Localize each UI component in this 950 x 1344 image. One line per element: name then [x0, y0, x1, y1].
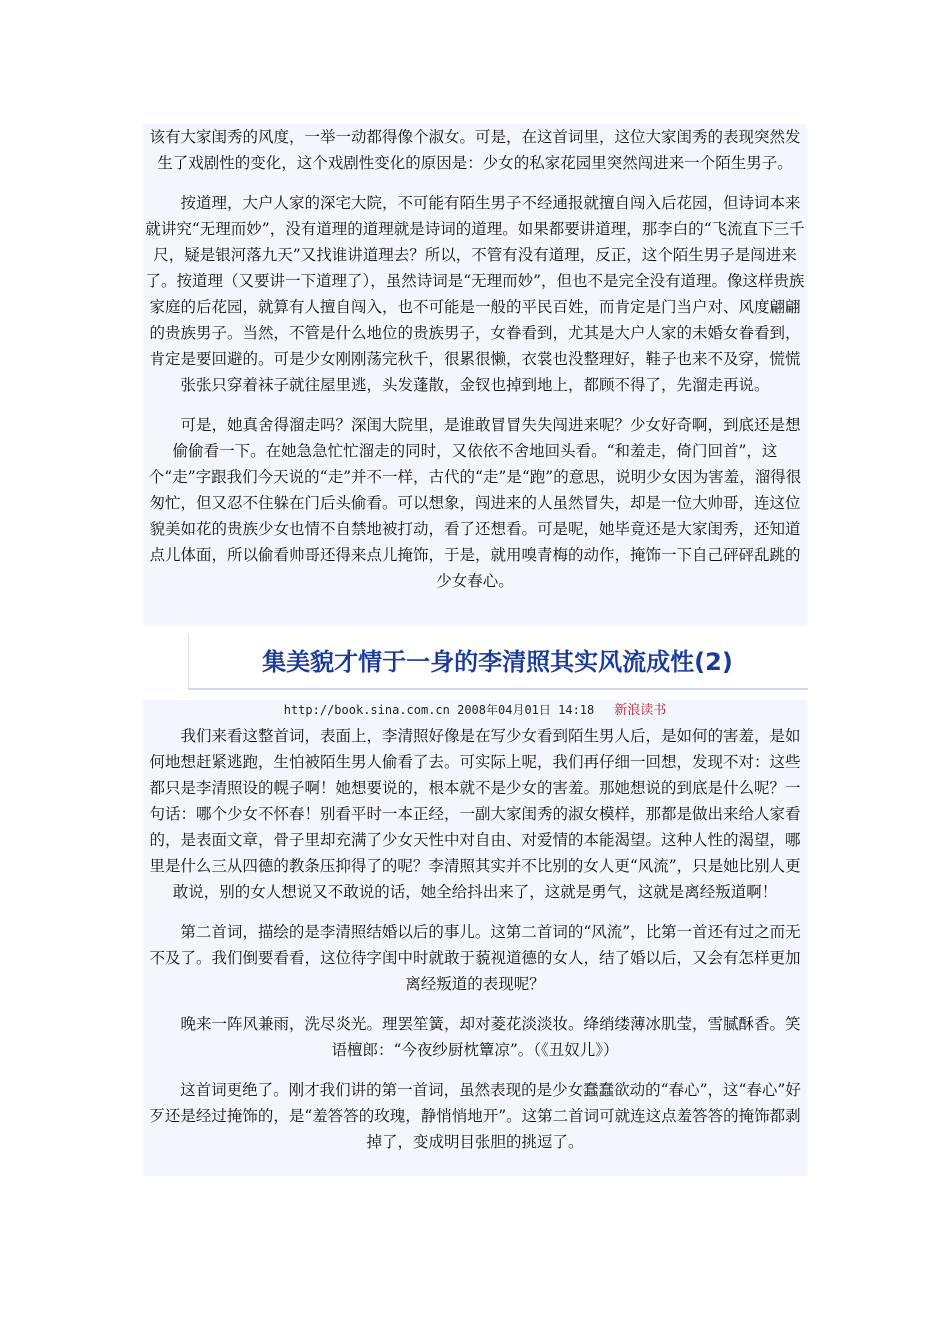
article-title: 集美貌才情于一身的李清照其实风流成性(2) [262, 648, 733, 676]
poem: 晚来一阵风兼雨，洗尽炎光。理罢笙簧，却对菱花淡淡妆。绛绡缕薄冰肌莹，雪腻酥香。笑语檀郎：“今夜纱厨枕簟凉”。（《丑奴儿》） [180, 1015, 801, 1059]
article-meta [143, 700, 807, 721]
paragraph: 按道理，大户人家的深宅大院，不可能有陌生男子不经通报就擅自闯入后花园，但诗词本来就讲究“无理而妙”，没有道理的道理就是诗词的道理。如果都要讲道理，那李白的“飞流直下三千尺，疑是银河落九天”又找谁讲道理去？所以，不管有没有道理，反正，这个陌生男子是闯进来了。按道理（又要讲一下道理了），虽然诗词是“无理而妙”，但也不是完全没有道理。像这样贵族家庭的后花园，就算有人擅自闯入，也不可能是一般的平民百姓，而肯定是门当户对、风度翩翩的贵族男子。当然，不管是什么地位的贵族男子，女眷看到，尤其是大户人家的未婚女眷看到，肯定是要回避的。可是少女刚刚荡完秋千，很累很懒，衣裳也没整理好，鞋子也来不及穿，慌慌张张只穿着袜子就往屋里逃，头发蓬散，金钗也掉到地上，都顾不得了，先溜走再说。 [145, 194, 805, 394]
meta-line: http://book.sina.com.cn 2008年04月01日 14:18 [283, 703, 595, 717]
source-link[interactable]: 新浪读书 [614, 703, 667, 718]
paragraph: 这首词更绝了。刚才我们讲的第一首词，虽然表现的是少女蠢蠢欲动的“春心”，这“春心”好歹还是经过掩饰的，是“羞答答的玫瑰，静悄悄地开”。这第二首词可就连这点羞答答的掩饰都剥掉了，变成明目张胆的挑逗了。 [149, 1081, 801, 1151]
article-body-bottom [143, 700, 807, 1176]
paragraph: 可是，她真舍得溜走吗？深闺大院里，是谁敢冒冒失失闯进来呢？少女好奇啊，到底还是想偷偷看一下。在她急急忙忙溜走的同时，又依依不舍地回头看。“和羞走，倚门回首”，这个“走”字跟我们今天说的“走”并不一样，古代的“走”是“跑”的意思，说明少女因为害羞，溜得很匆忙，但又忍不住躲在门后头偷看。可以想象，闯进来的人虽然冒失，却是一位大帅哥，连这位貌美如花的贵族少女也情不自禁地被打动，看了还想看。可是呢，她毕竟还是大家闺秀，还知道点儿体面，所以偷看帅哥还得来点儿掩饰，于是，就用嗅青梅的动作，掩饰一下自己砰砰乱跳的少女春心。 [148, 416, 802, 590]
paragraph: 我们来看这整首词，表面上，李清照好像是在写少女看到陌生男人后，是如何的害羞，是如何地想赶紧逃跑，生怕被陌生男人偷看了去。可实际上呢，我们再仔细一回想，发现不对：这些都只是李清照设的幌子啊！她想要说的，根本就不是少女的害羞。那她想说的到底是什么呢？一句话：哪个少女不怀春！别看平时一本正经，一副大家闺秀的淑女模样，那都是做出来给人家看的，是表面文章，骨子里却充满了少女天性中对自由、对爱情的本能渴望。这种人性的渴望，哪里是什么三从四德的教条压抑得了的呢？李清照其实并不比别的女人更“风流”，只是她比别人更敢说，别的女人想说又不敢说的话，她全给抖出来了，这就是勇气，这就是离经叛道啊！ [149, 727, 801, 901]
article-body-top [143, 124, 807, 626]
paragraph: 该有大家闺秀的风度，一举一动都得像个淑女。可是，在这首词里，这位大家闺秀的表现突然发生了戏剧性的变化，这个戏剧性变化的原因是：少女的私家花园里突然闯进来一个陌生男子。 [149, 128, 801, 172]
paragraph: 第二首词，描绘的是李清照结婚以后的事儿。这第二首词的“风流”，比第一首还有过之而无不及了。我们倒要看看，这位待字闺中时就敢于藐视道德的女人，结了婚以后，又会有怎样更加离经叛道的表现呢？ [149, 923, 801, 993]
